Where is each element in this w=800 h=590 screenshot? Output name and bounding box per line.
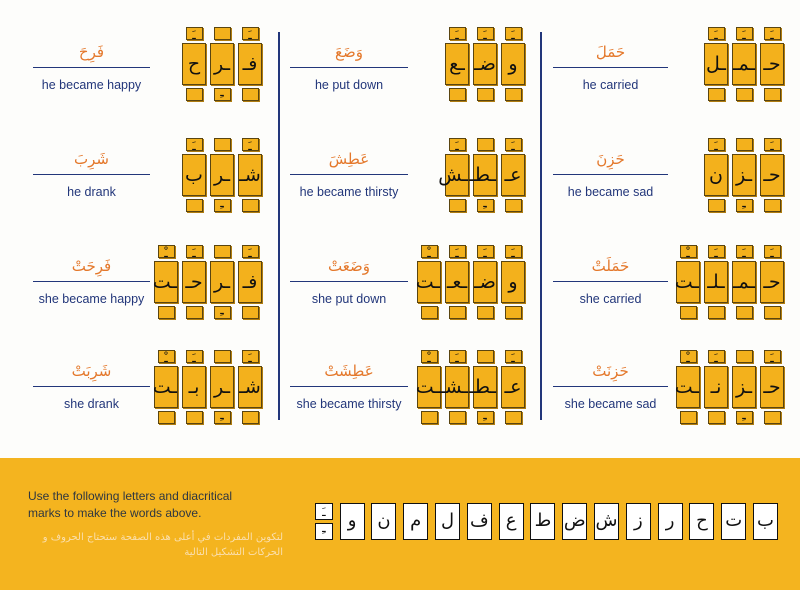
english-meaning: he drank: [67, 185, 116, 199]
english-meaning: he became thirsty: [299, 185, 399, 199]
letter-tile-group: [417, 245, 525, 319]
diacritic-slot-top: ـَ: [242, 138, 259, 151]
diacritic-slot-top: ـَ: [708, 245, 725, 258]
letter-tile: [182, 350, 206, 424]
diacritic-slot-bottom: [186, 88, 203, 101]
letter-face: ح: [182, 43, 206, 85]
letter-tile: [417, 350, 441, 424]
diacritic-slot-bottom: [186, 306, 203, 319]
letter-bank-tile: ح: [689, 503, 714, 540]
letter-face: ـر: [210, 261, 234, 303]
writing-line: [290, 281, 408, 282]
diacritic-slot-top: ـْ: [421, 245, 438, 258]
letter-face: ـر: [210, 43, 234, 85]
letter-tile: [182, 27, 206, 101]
english-meaning: she carried: [579, 292, 642, 306]
diacritic-slot-top: ـَ: [505, 138, 522, 151]
letter-face: ـل: [704, 43, 728, 85]
diacritic-slot-top: ـَ: [505, 27, 522, 40]
diacritic-slot-top: [736, 350, 753, 363]
letter-bank: [315, 503, 778, 540]
letter-bank-tile: ز: [626, 503, 651, 540]
arabic-verb: وَضَعَ: [335, 43, 363, 61]
letter-tile: [760, 350, 784, 424]
diacritic-slot-top: ـَ: [449, 27, 466, 40]
letter-face: ن: [704, 154, 728, 196]
letter-tile: [501, 245, 525, 319]
verb-entry: [290, 150, 408, 199]
letter-tile: [210, 350, 234, 424]
diacritic-slot-bottom: [708, 199, 725, 212]
letter-tile-group: [438, 138, 525, 212]
letter-tile-group: [417, 350, 525, 424]
letter-tile: [238, 27, 262, 101]
diacritic-slot-bottom: [708, 306, 725, 319]
letter-tile-group: [445, 27, 525, 101]
diacritic-slot-bottom: [242, 88, 259, 101]
diacritic-slot-top: [214, 245, 231, 258]
letter-tile-group: [676, 350, 784, 424]
diacritic-slot-bottom: ـِ: [214, 199, 231, 212]
letter-face: ـع: [445, 43, 469, 85]
diacritic-slot-bottom: [449, 411, 466, 424]
letter-tile: [238, 350, 262, 424]
diacritic-slot-bottom: [477, 88, 494, 101]
letter-face: نـ: [704, 366, 728, 408]
letter-face: فـ: [238, 261, 262, 303]
letter-tile: [210, 245, 234, 319]
letter-tile: [760, 138, 784, 212]
diacritic-slot-top: ـَ: [505, 350, 522, 363]
letter-tile: [704, 138, 728, 212]
letter-tile: [439, 350, 469, 424]
writing-line: [33, 67, 150, 68]
arabic-verb: فَرِحَتْ: [71, 257, 112, 275]
verb-entry: [290, 43, 408, 92]
diacritic-slot-bottom: ـِ: [214, 306, 231, 319]
diacritic-slot-bottom: [680, 411, 697, 424]
diacritic-mark-bottom: ـِ: [315, 523, 333, 540]
letter-face: حـ: [182, 261, 206, 303]
diacritic-slot-bottom: [449, 199, 466, 212]
letter-tile: [469, 350, 497, 424]
letter-bank-tile: م: [403, 503, 428, 540]
instruction-text: Use the following letters and diacritical: [28, 489, 233, 503]
letter-face: ـشـ: [445, 366, 469, 408]
diacritic-slot-bottom: [708, 411, 725, 424]
verb-entry: [553, 43, 668, 92]
writing-line: [553, 174, 668, 175]
letter-face: ضـ: [473, 43, 497, 85]
verb-entry: [33, 150, 150, 199]
diacritic-slot-top: ـَ: [242, 245, 259, 258]
letter-face: ضـ: [473, 261, 497, 303]
letter-tile: [676, 245, 700, 319]
diacritic-slot-bottom: [186, 199, 203, 212]
verb-entry: [553, 362, 668, 411]
diacritic-slot-bottom: [242, 411, 259, 424]
diacritic-slot-bottom: ـِ: [736, 411, 753, 424]
letter-bank-tile: ر: [658, 503, 683, 540]
diacritic-slot-top: ـْ: [158, 350, 175, 363]
letter-face: و: [501, 261, 525, 303]
letter-face: ـت: [417, 366, 441, 408]
letter-tile: [732, 245, 756, 319]
letter-face: ـلـ: [704, 261, 728, 303]
letter-tile: [182, 245, 206, 319]
letter-tile: [732, 138, 756, 212]
diacritic-slot-bottom: [736, 306, 753, 319]
diacritic-slot-bottom: [186, 411, 203, 424]
letter-tile: [704, 245, 728, 319]
letter-tile: [732, 350, 756, 424]
diacritic-slot-bottom: [505, 88, 522, 101]
diacritic-slot-bottom: ـِ: [477, 199, 494, 212]
letter-tile: [760, 245, 784, 319]
diacritic-slot-bottom: [421, 306, 438, 319]
letter-tile: [238, 138, 262, 212]
letter-bank-tile: و: [340, 503, 365, 540]
diacritic-slot-bottom: [505, 199, 522, 212]
letter-face: ـز: [732, 154, 756, 196]
letter-bank-tile: ش: [594, 503, 619, 540]
letter-face: عـ: [501, 366, 525, 408]
diacritic-slot-bottom: ـِ: [214, 411, 231, 424]
letter-bank-tile: ع: [499, 503, 524, 540]
letter-tile: [704, 27, 728, 101]
verb-entry: [290, 362, 408, 411]
arabic-verb: شَرِبَتْ: [71, 362, 112, 380]
letter-bank-tile: ت: [721, 503, 746, 540]
letter-tile: [238, 245, 262, 319]
letter-tile: [676, 350, 700, 424]
arabic-verb: حَمَلَتْ: [591, 257, 630, 275]
diacritic-slot-top: ـْ: [680, 350, 697, 363]
verb-entry: [290, 257, 408, 306]
english-meaning: he carried: [582, 78, 639, 92]
letter-face: شـ: [238, 366, 262, 408]
verb-entry: [33, 257, 150, 306]
diacritic-slot-top: ـَ: [736, 245, 753, 258]
writing-line: [33, 386, 150, 387]
letter-tile: [760, 27, 784, 101]
diacritic-slot-top: ـَ: [708, 27, 725, 40]
english-meaning: she put down: [311, 292, 387, 306]
english-meaning: he became happy: [41, 78, 142, 92]
diacritic-slot-bottom: [242, 199, 259, 212]
letter-tile: [473, 27, 497, 101]
letter-face: بـ: [182, 366, 206, 408]
diacritic-slot-top: ـَ: [242, 27, 259, 40]
letter-face: ـت: [676, 261, 700, 303]
letter-face: ـت: [676, 366, 700, 408]
letter-tile: [182, 138, 206, 212]
diacritic-slot-top: ـَ: [186, 27, 203, 40]
diacritic-slot-top: ـَ: [505, 245, 522, 258]
diacritic-slot-top: ـَ: [764, 27, 781, 40]
diacritic-slot-top: [214, 27, 231, 40]
letter-tile-group: [704, 138, 784, 212]
letter-tile: [417, 245, 441, 319]
letter-face: ـت: [154, 366, 178, 408]
diacritic-slot-bottom: [449, 306, 466, 319]
english-meaning: she became thirsty: [296, 397, 402, 411]
letter-face: ـمـ: [732, 43, 756, 85]
english-meaning: he became sad: [567, 185, 654, 199]
letter-face: شـ: [238, 154, 262, 196]
diacritic-slot-bottom: [477, 306, 494, 319]
diacritic-slot-bottom: ـِ: [214, 88, 231, 101]
diacritic-slot-top: [214, 138, 231, 151]
english-meaning: she drank: [64, 397, 119, 411]
letter-face: حـ: [760, 366, 784, 408]
letter-face: ـز: [732, 366, 756, 408]
diacritic-slot-top: ـْ: [421, 350, 438, 363]
letter-tile: [154, 350, 178, 424]
letter-tile-group: [154, 350, 262, 424]
letter-bank-tile: ط: [530, 503, 555, 540]
diacritic-mark-top: ـَ: [315, 503, 333, 520]
letter-face: ـت: [417, 261, 441, 303]
verb-entry: [553, 257, 668, 306]
diacritic-slot-bottom: ـِ: [736, 199, 753, 212]
letter-tile: [438, 138, 469, 212]
diacritic-slot-top: ـْ: [680, 245, 697, 258]
diacritic-slot-bottom: [736, 88, 753, 101]
diacritic-slot-top: ـْ: [158, 245, 175, 258]
diacritic-slot-top: ـَ: [708, 350, 725, 363]
diacritic-slot-top: [477, 138, 494, 151]
diacritic-slot-top: ـَ: [764, 245, 781, 258]
diacritic-slot-bottom: [449, 88, 466, 101]
verb-entry: [33, 362, 150, 411]
diacritic-slot-top: [214, 350, 231, 363]
diacritic-slot-bottom: [764, 199, 781, 212]
diacritic-slot-bottom: [242, 306, 259, 319]
diacritic-slot-top: ـَ: [449, 245, 466, 258]
letter-face: و: [501, 43, 525, 85]
diacritic-slot-top: ـَ: [764, 350, 781, 363]
diacritic-slot-top: [736, 138, 753, 151]
writing-line: [290, 67, 408, 68]
writing-line: [290, 386, 408, 387]
arabic-instruction-text: لتكوين المفردات في أعلى هذه الصفحة ستحتاج الحروف و: [42, 532, 283, 543]
letter-tile: [501, 350, 525, 424]
diacritic-slot-top: ـَ: [708, 138, 725, 151]
letter-bank-tile: ض: [562, 503, 587, 540]
diacritic-slot-bottom: [764, 88, 781, 101]
diacritic-slot-bottom: [421, 411, 438, 424]
arabic-verb: عَطِشَتْ: [324, 362, 374, 380]
arabic-verb: فَرِحَ: [78, 43, 105, 61]
letter-face: ـر: [210, 154, 234, 196]
english-meaning: she became sad: [564, 397, 657, 411]
diacritic-slot-top: ـَ: [186, 350, 203, 363]
letter-tile: [732, 27, 756, 101]
letter-face: ـمـ: [732, 261, 756, 303]
writing-line: [553, 281, 668, 282]
diacritic-slot-bottom: [505, 411, 522, 424]
diacritic-slot-top: ـَ: [186, 138, 203, 151]
letter-face: ب: [182, 154, 206, 196]
letter-bank-tile: ب: [753, 503, 778, 540]
diacritic-slot-top: ـَ: [449, 350, 466, 363]
arabic-verb: حَمَلَ: [595, 43, 626, 61]
diacritic-slot-top: ـَ: [477, 27, 494, 40]
arabic-verb: وَضَعَتْ: [328, 257, 370, 275]
diacritic-slot-bottom: [158, 306, 175, 319]
letter-tile: [469, 138, 497, 212]
letter-tile-group: [154, 245, 262, 319]
diacritic-slot-top: ـَ: [477, 245, 494, 258]
diacritic-slot-top: [477, 350, 494, 363]
diacritic-bank-tile: [315, 503, 333, 540]
diacritic-slot-top: ـَ: [764, 138, 781, 151]
letter-tile: [154, 245, 178, 319]
letter-face: ـت: [154, 261, 178, 303]
letter-tile: [501, 27, 525, 101]
letter-tile: [473, 245, 497, 319]
english-meaning: he put down: [314, 78, 384, 92]
letter-tile: [445, 27, 469, 101]
writing-line: [290, 174, 408, 175]
letter-face: فـ: [238, 43, 262, 85]
letter-face: ـر: [210, 366, 234, 408]
writing-line: [33, 281, 150, 282]
letter-tile-group: [676, 245, 784, 319]
diacritic-slot-bottom: [764, 411, 781, 424]
diacritic-slot-bottom: [708, 88, 725, 101]
diacritic-slot-top: ـَ: [449, 138, 466, 151]
letter-face: ـعـ: [445, 261, 469, 303]
arabic-verb: حَزِنَتْ: [592, 362, 629, 380]
letter-face: ـش: [445, 154, 469, 196]
letter-tile-group: [704, 27, 784, 101]
arabic-instruction-text: الحركات التشكيل التالية: [184, 547, 283, 558]
diacritic-slot-bottom: ـِ: [477, 411, 494, 424]
letter-face: ـطـ: [473, 154, 497, 196]
diacritic-slot-bottom: [505, 306, 522, 319]
arabic-verb: عَطِشَ: [328, 150, 370, 168]
letter-tile: [501, 138, 525, 212]
letter-tile-group: [182, 138, 262, 212]
letter-bank-tile: ن: [371, 503, 396, 540]
writing-line: [33, 174, 150, 175]
verb-entry: [553, 150, 668, 199]
letter-tile: [704, 350, 728, 424]
verb-entry: [33, 43, 150, 92]
letter-tile: [445, 245, 469, 319]
writing-line: [553, 67, 668, 68]
letter-tile-group: [182, 27, 262, 101]
letter-face: حـ: [760, 261, 784, 303]
letter-tile: [210, 27, 234, 101]
letter-tile: [210, 138, 234, 212]
letter-face: عـ: [501, 154, 525, 196]
diacritic-slot-top: ـَ: [736, 27, 753, 40]
arabic-verb: حَزِنَ: [596, 150, 625, 168]
letter-bank-tile: ف: [467, 503, 492, 540]
letter-face: حـ: [760, 43, 784, 85]
english-meaning: she became happy: [38, 292, 145, 306]
diacritic-slot-top: ـَ: [242, 350, 259, 363]
arabic-verb: شَرِبَ: [74, 150, 109, 168]
diacritic-slot-bottom: [680, 306, 697, 319]
diacritic-slot-bottom: [764, 306, 781, 319]
letter-face: ـطـ: [473, 366, 497, 408]
letter-bank-tile: ل: [435, 503, 460, 540]
diacritic-slot-top: ـَ: [186, 245, 203, 258]
diacritic-slot-bottom: [158, 411, 175, 424]
letter-face: حـ: [760, 154, 784, 196]
writing-line: [553, 386, 668, 387]
instruction-text: marks to make the words above.: [28, 506, 202, 520]
